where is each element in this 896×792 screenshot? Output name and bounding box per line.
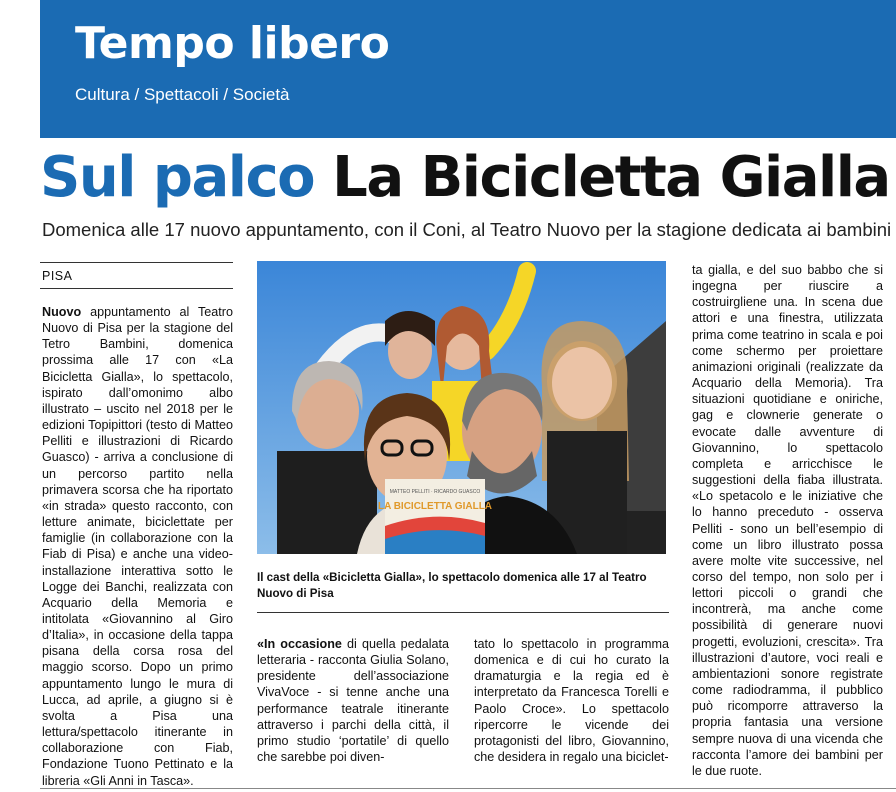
cast-photo-illustration <box>257 261 666 554</box>
headline-title: La Bicicletta Gialla <box>332 145 890 210</box>
book-authors: MATTEO PELLITI · RICARDO GUASCO <box>389 489 481 495</box>
headline-kicker: Sul palco <box>40 145 315 210</box>
column-rule <box>40 262 233 263</box>
article-column-2 <box>257 636 449 765</box>
book-title: LA BICICLETTA GIALLA <box>377 501 493 512</box>
column-2-lead: «In occasione <box>257 637 342 651</box>
article-headline <box>40 142 890 214</box>
column-1-lead: Nuovo <box>42 305 82 319</box>
article-location: PISA <box>42 269 73 283</box>
photo-caption: Il cast della «Bicicletta Gialla», lo spettacolo domenica alle 17 al Teatro Nuovo di Pisa <box>257 571 647 600</box>
article-column-1 <box>42 304 233 789</box>
article-column-3: tato lo spettacolo in programma domenica e di cui ho curato la dramaturgia e la regia ed è interpretato da Francesca Torelli e Paolo Croce». Lo spettacolo ripercorre le vicende dei protagonisti del libro, Giovannino, che desidera in regalo una biciclet- <box>474 637 669 765</box>
caption-rule <box>257 612 669 613</box>
cast-photo <box>257 261 666 554</box>
article-column-4: ta gialla, e del suo babbo che si ingegna per riuscire a costruirgliene una. In scena due attori e una finestra, utilizzata prima come teatrino in scala e poi come schermo per proiettare animazioni originali (realizzate da Acquario della Memoria). Tra situazioni quotidiane e oniriche, gag e clownerie generate o evocate dalle avventure di Giovannino, lo spettacolo completa e arricchisce le suggestioni della fiaba illustrata. «Lo spetacolo e le iniziative che lo hanno preceduto - osserva Pelliti - sono un bell’esempio di come un libro illustrato possa avere molte vite successive, nel corso del tempo, non solo per i lettori piccoli o grandi che incontrerà, ma anche come possibilità di generare nuovi progetti, evoluzioni, crescita». Tra illustrazioni d’autore, voci reali e ambientazioni sonore registrate come radiodramma, il pubblico può ricomporre attraverso la propria fantasia una versione sempre nuova di una vicenda che racconta l’amore dei bambini per le due ruote. <box>692 263 883 778</box>
column-1-text: appuntamento al Teatro Nuovo di Pisa per la stagione del Tetro Bambini, domenica prossima alle 17 con «La Bicicletta Gialla», lo spettacolo, ispirato dall’omonimo albo illustrato – uscito nel 2018 per le edizioni Topipittori (testo di Matteo Pelliti e illustrazioni di Ricardo Guasco) - arriva a conclusione di un percorso partito nella primavera scorsa che ha riportato «in strada» questo racconto, con letture animate, biciclettate per famiglie (in collaborazione con la Fiab di Pisa) e anche una video-installazione interattiva sotto le Logge dei Banchi, realizzata con Acquario della Memoria e intitolata «Giovannino al Giro d’Italia», in occasione della tappa pisana della corsa rosa del maggio scorso. Dopo un primo appuntamento lungo le mura di Lucca, ad aprile, a giugno si è svolta a Pisa una lettura/spettacolo itinerante in collaborazione con Fiab, Fondazione Tuono Pettinato e la libreria «Gli Anni in Tasca». <box>42 305 233 788</box>
article-deck: Domenica alle 17 nuovo appuntamento, con il Coni, al Teatro Nuovo per la stagione dedicata ai bambini <box>42 219 892 240</box>
section-subtitle: Cultura / Spettacoli / Società <box>75 85 290 104</box>
column-2-text: di quella pedalata letteraria - racconta Giulia Solano, presidente dell’associazione VivaVoce - si tenne anche una performance teatrale itinerante attraverso i parchi della città, il primo studio ‘portatile’ di quello che sarebbe poi diven- <box>257 637 450 765</box>
section-title: Tempo libero <box>75 18 390 69</box>
column-rule <box>40 288 233 289</box>
